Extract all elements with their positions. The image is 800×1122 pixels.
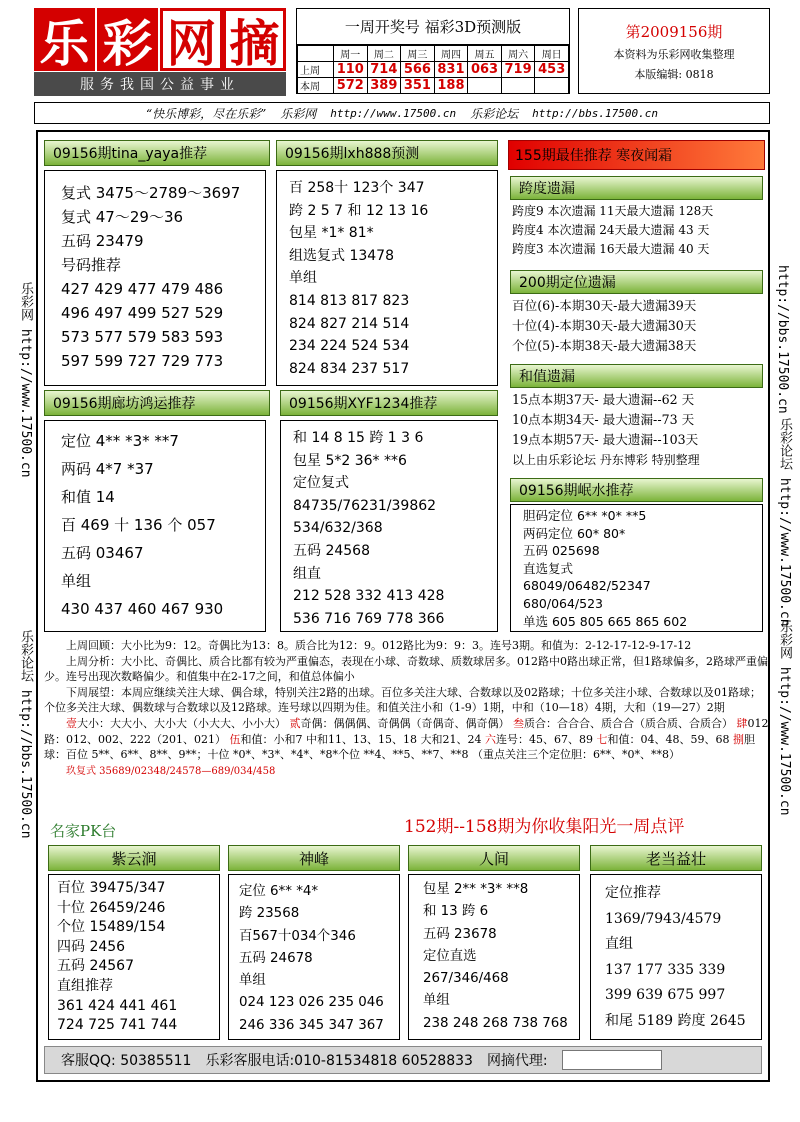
motto: “快乐博彩，尽在乐彩” bbox=[146, 106, 267, 121]
analysis-text: 上周分析：大小比、奇偶比、质合比都有较为严重偏态，表现在小球、奇数球、质数球居多。012路中0路出球正常，但1路球偏多，2路球严重偏少。连号出现次数略偏少。和值集中在2-17之间，和值总体偏小 bbox=[44, 654, 768, 684]
best-pick-title: 155期最佳推荐 寒夜闻霜 bbox=[508, 140, 765, 170]
expert-panel bbox=[276, 170, 498, 386]
row-label: 上周 bbox=[298, 62, 334, 78]
expert-panel bbox=[48, 874, 220, 1040]
tip-item: 奇偶：偶偶偶、奇偶偶（奇偶奇、偶奇偶） bbox=[300, 716, 510, 730]
day-header: 周一 bbox=[334, 46, 368, 62]
list-item: 496 497 499 527 529 bbox=[61, 304, 224, 322]
compound-pick: 玖复式 35689/02348/24578—689/034/458 bbox=[66, 765, 276, 777]
panel-title: 09156期tina_yaya推荐 bbox=[44, 140, 270, 166]
tip-marker: 六 bbox=[484, 732, 496, 746]
tip-item: 和值：小和7 中和11、13、15、18 大和21、24 bbox=[240, 732, 482, 746]
list-item: 胆码定位 6** *0* **5 bbox=[523, 508, 647, 523]
review-text: 上周回顾：大小比为9：12。奇偶比为13：8。质合比为12：9。012路比为9：9：3。连号3期。和值为：2-12-17-12-9-17-12 bbox=[66, 639, 692, 652]
draw-number: 566 bbox=[401, 62, 435, 78]
expert-name: 紫云涧 bbox=[48, 845, 220, 871]
panel-title: 09156期XYF1234推荐 bbox=[280, 390, 498, 416]
day-header: 周六 bbox=[501, 46, 535, 62]
list-item: 两码定位 60* 80* bbox=[523, 525, 626, 541]
list-item: 单组 bbox=[61, 572, 92, 590]
list-item: 五码 23479 bbox=[61, 232, 144, 250]
list-item: 和尾 5189 跨度 2645 bbox=[605, 1012, 746, 1029]
draw-number: 572 bbox=[334, 78, 368, 94]
list-item: 427 429 477 479 486 bbox=[61, 280, 224, 298]
span-miss-list bbox=[512, 202, 764, 259]
tip-item: 和值：04、48、59、68 bbox=[607, 732, 730, 746]
list-item: 定位复式 bbox=[293, 475, 349, 492]
footer-bar bbox=[44, 1046, 762, 1074]
tip-item: 连号：45、67、89 bbox=[495, 732, 593, 746]
list-item: 15点本期37天- 最大遗漏--62 天 bbox=[512, 392, 695, 407]
draw-number: 110 bbox=[334, 62, 368, 78]
list-item: 跨度9 本次遗漏 11天最大遗漏 128天 bbox=[512, 204, 714, 218]
banner bbox=[34, 102, 770, 124]
list-item: 212 528 332 413 428 bbox=[293, 588, 445, 605]
list-item: 单组 bbox=[239, 973, 266, 989]
site-link[interactable]: http://www.17500.cn bbox=[330, 106, 457, 120]
list-item: 跨度4 本次遗漏 24天最大遗漏 43 天 bbox=[512, 223, 710, 237]
tip-marker: 七 bbox=[596, 732, 608, 746]
list-item: 百 469 十 136 个 057 bbox=[61, 516, 216, 534]
list-item: 536 716 769 778 366 bbox=[293, 610, 445, 627]
list-item: 680/064/523 bbox=[523, 595, 603, 611]
weekly-draw-table bbox=[297, 45, 569, 94]
draw-number bbox=[468, 78, 502, 94]
tip-item: 质合：合合合、质合合（质合质、合质合） bbox=[524, 716, 733, 730]
list-item: 直组 bbox=[605, 936, 633, 953]
expert-panel bbox=[44, 170, 266, 386]
list-item: 个位(5)-本期38天-最大遗漏38天 bbox=[512, 338, 697, 353]
expert-panel bbox=[228, 874, 400, 1040]
list-item: 724 725 741 744 bbox=[57, 1017, 178, 1034]
weekly-draw-box bbox=[296, 8, 570, 94]
list-item: 814 813 817 823 bbox=[289, 292, 410, 309]
credit-line: 以上由乐彩论坛 丹东博彩 特别整理 bbox=[512, 453, 700, 467]
list-item: 定位 6** *4* bbox=[239, 884, 319, 899]
day-header: 周日 bbox=[535, 46, 569, 62]
list-item: 597 599 727 729 773 bbox=[61, 352, 224, 370]
logo-char: 网 bbox=[160, 8, 223, 71]
list-item: 五码 23678 bbox=[423, 926, 497, 942]
expert-name: 人间 bbox=[408, 845, 580, 871]
expert-panel bbox=[510, 504, 763, 632]
list-item: 包星 2** *3* **8 bbox=[423, 882, 529, 897]
tip-marker: 肆 bbox=[736, 716, 748, 730]
tip-item: 大小：大大小、大小大（小大大、小小大） bbox=[77, 716, 286, 730]
list-item: 和 14 8 15 跨 1 3 6 bbox=[293, 430, 424, 446]
list-item: 267/346/468 bbox=[423, 971, 509, 987]
draw-number: 389 bbox=[367, 78, 401, 94]
expert-name: 神峰 bbox=[228, 845, 400, 871]
table-row bbox=[298, 78, 569, 94]
list-item: 五码 03467 bbox=[61, 544, 144, 562]
weekly-analysis bbox=[44, 638, 770, 779]
list-item: 十位(4)-本期30天-最大遗漏30天 bbox=[512, 318, 697, 333]
issue-number: 第2009156期 bbox=[625, 23, 723, 41]
draw-number: 719 bbox=[501, 62, 535, 78]
list-item: 137 177 335 339 bbox=[605, 961, 726, 978]
expert-panel bbox=[280, 420, 498, 632]
pk-title: 名家PK台 bbox=[50, 822, 117, 840]
list-item: 十位 26459/246 bbox=[57, 899, 166, 916]
list-item: 五码 24678 bbox=[239, 950, 313, 966]
section-title: 和值遗漏 bbox=[510, 364, 763, 388]
list-item: 百位 39475/347 bbox=[57, 880, 166, 896]
customer-qq: 客服QQ: 50385511 bbox=[61, 1053, 192, 1069]
day-header: 周三 bbox=[401, 46, 435, 62]
list-item: 组选复式 13478 bbox=[289, 247, 394, 264]
side-forum-link[interactable]: 乐彩论坛 http://www.17500.cn bbox=[777, 418, 792, 627]
list-item: 复式 47～29～36 bbox=[61, 208, 184, 226]
list-item: 五码 24567 bbox=[57, 958, 134, 975]
list-item: 复式 3475～2789～3697 bbox=[61, 184, 241, 202]
draw-number bbox=[501, 78, 535, 94]
list-item: 824 827 214 514 bbox=[289, 315, 410, 332]
list-item: 两码 4*7 *37 bbox=[61, 460, 154, 478]
list-item: 百567十034个346 bbox=[239, 928, 356, 944]
expert-panel bbox=[44, 420, 266, 632]
list-item: 定位 4** *3* **7 bbox=[61, 432, 179, 450]
list-item: 和值 14 bbox=[61, 488, 115, 506]
forum-label: 乐彩论坛 bbox=[470, 106, 519, 121]
list-item: 824 834 237 517 bbox=[289, 360, 410, 377]
list-item: 四码 2456 bbox=[57, 938, 126, 955]
side-site-link[interactable]: 乐彩网 http://www.17500.cn bbox=[18, 282, 33, 478]
list-item: 361 424 441 461 bbox=[57, 997, 178, 1014]
tip-marker: 贰 bbox=[289, 716, 301, 730]
list-item: 跨度3 本次遗漏 16天最大遗漏 40 天 bbox=[512, 242, 710, 256]
weekly-draw-title: 一周开奖号 福彩3D预测版 bbox=[297, 9, 569, 45]
logo-char: 摘 bbox=[223, 8, 286, 71]
list-item: 号码推荐 bbox=[61, 256, 122, 274]
issue-box bbox=[578, 8, 770, 94]
list-item: 和 13 跨 6 bbox=[423, 904, 489, 920]
list-item: 个位 15489/154 bbox=[57, 919, 166, 936]
tip-marker: 壹 bbox=[66, 716, 77, 730]
draw-number: 831 bbox=[434, 62, 468, 78]
promo-text: 152期--158期为你收集阳光一周点评 bbox=[404, 817, 685, 837]
tips-text bbox=[44, 716, 770, 763]
list-item: 跨 2 5 7 和 12 13 16 bbox=[289, 202, 429, 219]
list-item: 五码 24568 bbox=[293, 542, 370, 559]
list-item: 单组 bbox=[289, 270, 317, 287]
list-item: 单选 605 805 665 865 602 bbox=[523, 613, 688, 629]
draw-number: 351 bbox=[401, 78, 435, 94]
draw-number: 714 bbox=[367, 62, 401, 78]
day-header: 周四 bbox=[434, 46, 468, 62]
logo-char: 乐 bbox=[34, 8, 97, 71]
table-row bbox=[298, 62, 569, 78]
list-item: 84735/76231/39862 bbox=[293, 497, 437, 514]
list-item: 跨 23568 bbox=[239, 906, 300, 922]
list-item: 246 336 345 347 367 bbox=[239, 1017, 384, 1033]
slogan: 服务我国公益事业 bbox=[34, 72, 286, 96]
list-item: 234 224 524 534 bbox=[289, 338, 410, 355]
sum-miss-list bbox=[512, 390, 764, 470]
forum-link[interactable]: http://bbs.17500.cn bbox=[532, 106, 658, 120]
section-title: 200期定位遗漏 bbox=[510, 270, 763, 294]
list-item: 直选复式 bbox=[523, 560, 574, 576]
issue-editor: 本版编辑: 0818 bbox=[634, 68, 714, 81]
list-item: 399 639 675 997 bbox=[605, 987, 726, 1004]
section-title: 跨度遗漏 bbox=[510, 176, 763, 200]
list-item: 五码 025698 bbox=[523, 543, 600, 559]
list-item: 包星 *1* 81* bbox=[289, 225, 374, 242]
expert-panel bbox=[590, 874, 762, 1040]
list-item: 238 248 268 738 768 bbox=[423, 1015, 568, 1031]
list-item: 包星 5*2 36* **6 bbox=[293, 452, 407, 469]
list-item: 430 437 460 467 930 bbox=[61, 600, 224, 618]
list-item: 定位直选 bbox=[423, 948, 477, 964]
outlook-text: 下周展望：本周应继续关注大球、偶合球，特别关注2路的出球。百位多关注大球、合数球以及02路球；十位多关注小球、合数球以及01路球；个位多关注大球、偶数球与合数球以及12路球。连号球以四期为佳。和值关注小和（1-9）1期，中和（10—18）4期，大和（19—27）2期 bbox=[44, 685, 761, 715]
draw-number bbox=[535, 78, 569, 94]
draw-number: 188 bbox=[434, 78, 468, 94]
panel-title: 09156期廊坊鸿运推荐 bbox=[44, 390, 270, 416]
customer-phone: 乐彩客服电话:010-81534818 60528833 bbox=[205, 1053, 473, 1069]
draw-number: 453 bbox=[535, 62, 569, 78]
list-item: 单组 bbox=[423, 993, 450, 1009]
logo-char: 彩 bbox=[97, 8, 160, 71]
draw-number: 063 bbox=[468, 62, 502, 78]
list-item: 定位推荐 bbox=[605, 885, 661, 901]
list-item: 024 123 026 235 046 bbox=[239, 995, 384, 1011]
tip-item: 胆球：百位 5**、6**、8**、9**；十位 *0*、*3*、*4*、*8*个位 **4、**5、**7、**8 （重点关注三个定位胆：6**、*0*、**8） bbox=[44, 732, 755, 762]
list-item: 直组推荐 bbox=[57, 977, 113, 994]
agent-label: 网摘代理: bbox=[486, 1053, 548, 1069]
list-item: 10点本期34天- 最大遗漏--73 天 bbox=[512, 412, 695, 427]
list-item: 68049/06482/52347 bbox=[523, 578, 651, 594]
tip-marker: 捌 bbox=[732, 732, 744, 746]
site-label: 乐彩网 bbox=[280, 106, 317, 121]
list-item: 组直 bbox=[293, 565, 321, 582]
position-miss-list bbox=[512, 296, 764, 356]
tip-marker: 伍 bbox=[229, 732, 241, 746]
day-header: 周二 bbox=[367, 46, 401, 62]
issue-note: 本资料为乐彩网收集整理 bbox=[613, 48, 735, 61]
expert-name: 老当益壮 bbox=[590, 845, 762, 871]
list-item: 百位(6)-本期30天-最大遗漏39天 bbox=[512, 298, 697, 313]
table-row bbox=[298, 46, 569, 62]
panel-title: 09156期lxh888预测 bbox=[276, 140, 498, 166]
row-label: 本周 bbox=[298, 78, 334, 94]
list-item: 573 577 579 583 593 bbox=[61, 328, 224, 346]
site-logo bbox=[34, 8, 286, 71]
list-item: 19点本期57天- 最大遗漏--103天 bbox=[512, 432, 699, 447]
agent-input-box bbox=[562, 1050, 662, 1070]
list-item: 534/632/368 bbox=[293, 520, 383, 537]
list-item: 百 258十 123个 347 bbox=[289, 180, 425, 196]
side-forum-link[interactable]: 乐彩论坛 http://bbs.17500.cn bbox=[18, 630, 33, 839]
side-forum-link[interactable]: http://bbs.17500.cn bbox=[775, 265, 790, 414]
day-header: 周五 bbox=[468, 46, 502, 62]
expert-panel bbox=[408, 874, 580, 1040]
table-cell bbox=[298, 46, 334, 62]
tip-item: 012路：012、002、222（201、021） bbox=[44, 716, 769, 746]
section-title: 09156期岷水推荐 bbox=[510, 478, 763, 502]
side-site-link[interactable]: 乐彩网 http://www.17500.cn bbox=[777, 620, 792, 816]
list-item: 1369/7943/4579 bbox=[605, 910, 722, 927]
tip-marker: 叁 bbox=[513, 716, 524, 730]
